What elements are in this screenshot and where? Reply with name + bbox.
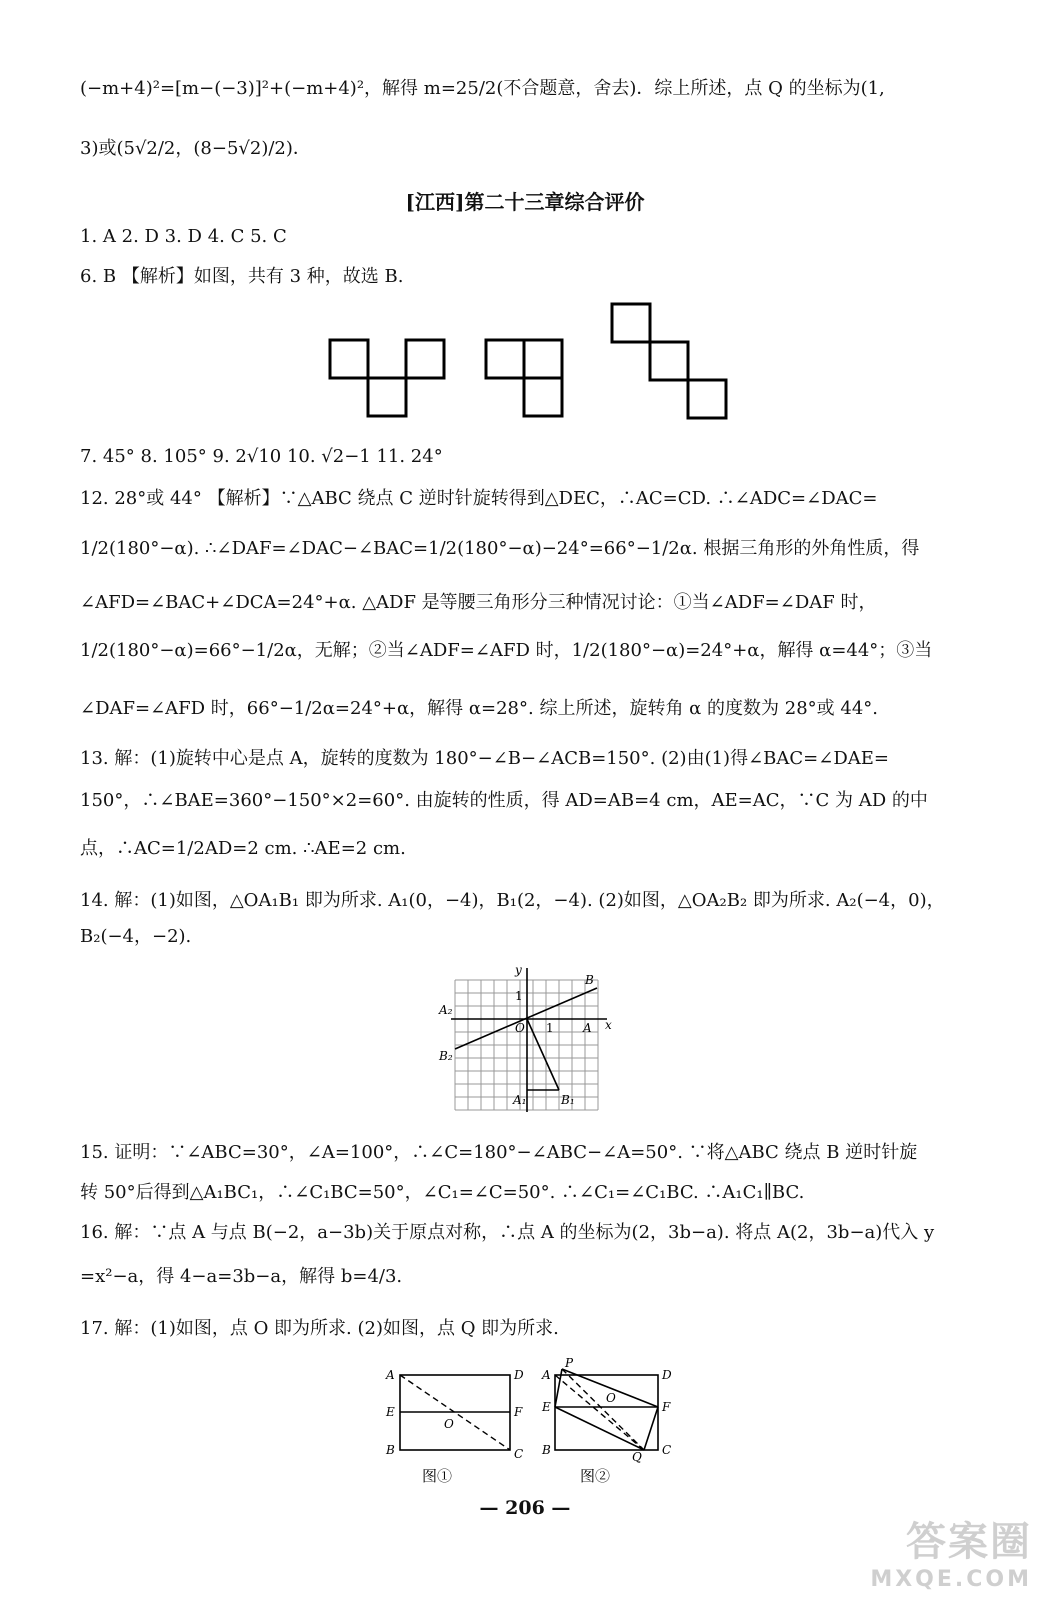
fig2-label-F: F [662,1400,671,1414]
text-line-14b: B₂(−4，−2). [80,926,192,947]
text-line-12c: ∠AFD=∠BAC+∠DCA=24°+α. △ADF 是等腰三角形分三种情况讨论：①当∠ADF=∠DAF 时， [80,592,877,613]
grid-label-A2: A₂ [439,1003,453,1017]
fig1-label-C: C [514,1447,524,1461]
page-number: — 206 — [479,1497,571,1519]
fig2-label-B: B [542,1443,551,1457]
fig1-label-E: E [386,1405,395,1419]
text-line-12b: 1/2(180°−α). ∴∠DAF=∠DAC−∠BAC=1/2(180°−α)−24°=66°−1/2α. 根据三角形的外角性质，得 [80,538,920,559]
section-title: [江西]第二十三章综合评价 [405,190,645,214]
fig2-label-O: O [606,1391,616,1405]
square-patterns-figure [320,300,740,425]
grid-label-x: x [605,1018,612,1032]
grid-label-B: B [585,973,594,987]
text-line-16a: 16. 解：∵点 A 与点 B(−2，a−3b)关于原点对称，∴点 A 的坐标为(2，3b−a). 将点 A(2，3b−a)代入 y [80,1222,935,1243]
fig2-label-E: E [542,1400,551,1414]
text-line-15b: 转 50°后得到△A₁BC₁，∴∠C₁BC=50°，∠C₁=∠C=50°. ∴∠C₁=∠C₁BC. ∴A₁C₁∥BC. [80,1182,805,1203]
answer-6: 6. B 【解析】如图，共有 3 种，故选 B. [80,266,404,287]
caption-fig2: 图② [580,1467,611,1485]
fig1-label-B: B [386,1443,395,1457]
text-line-12e: ∠DAF=∠AFD 时，66°−1/2α=24°+α，解得 α=28°. 综上所述，旋转角 α 的度数为 28°或 44°. [80,698,879,719]
rectangle-figures [380,1355,690,1495]
coordinate-grid-figure [435,960,615,1115]
grid-label-A: A [583,1021,592,1035]
fig2-label-Q: Q [632,1450,642,1464]
text-line-12d: 1/2(180°−α)=66°−1/2α，无解；②当∠ADF=∠AFD 时，1/2(180°−α)=24°+α，解得 α=44°；③当 [80,640,933,661]
text-line-12a: 12. 28°或 44° 【解析】∵△ABC 绕点 C 逆时针旋转得到△DEC，∴AC=CD. ∴∠ADC=∠DAC= [80,488,878,509]
answers-7-11: 7. 45° 8. 105° 9. 2√10 10. √2−1 11. 24° [80,446,443,467]
fig2-label-P: P [565,1356,574,1370]
grid-label-y: y [515,963,522,977]
answers-1-5: 1. A 2. D 3. D 4. C 5. C [80,226,287,247]
grid-label-O: O [515,1021,525,1035]
watermark-top: 答案圈 [906,1519,1032,1565]
text-line-15a: 15. 证明：∵∠ABC=30°，∠A=100°，∴∠C=180°−∠ABC−∠A=50°. ∵将△ABC 绕点 B 逆时针旋 [80,1142,918,1163]
watermark-bottom: MXQE.COM [870,1567,1032,1592]
watermark [870,1510,1032,1592]
grid-label-one-y: 1 [515,989,523,1003]
fig2-label-D: D [662,1368,672,1382]
text-line-14a: 14. 解：(1)如图，△OA₁B₁ 即为所求. A₁(0，−4)，B₁(2，−4). (2)如图，△OA₂B₂ 即为所求. A₂(−4，0)， [80,890,945,911]
fig1-label-D: D [514,1368,524,1382]
grid-label-B2: B₂ [439,1049,453,1063]
fig2-label-A: A [542,1368,551,1382]
fig1-label-F: F [514,1405,523,1419]
fig1-label-O: O [444,1417,454,1431]
text-line-17: 17. 解：(1)如图，点 O 即为所求. (2)如图，点 Q 即为所求. [80,1318,559,1339]
text-line-13b: 150°，∴∠BAE=360°−150°×2=60°. 由旋转的性质，得 AD=AB=4 cm，AE=AC，∵C 为 AD 的中 [80,790,928,811]
grid-label-one-x: 1 [546,1021,554,1035]
fig1-label-A: A [386,1368,395,1382]
text-line-1: (−m+4)²=[m−(−3)]²+(−m+4)²，解得 m=25/2(不合题意，舍去)．综上所述，点 Q 的坐标为(1, [80,78,885,99]
fig2-label-C: C [662,1443,672,1457]
grid-label-B1: B₁ [561,1093,575,1107]
caption-fig1: 图① [422,1467,453,1485]
text-line-2: 3)或(5√2/2，(8−5√2)/2)． [80,138,311,159]
grid-label-A1: A₁ [513,1093,527,1107]
text-line-13a: 13. 解：(1)旋转中心是点 A，旋转的度数为 180°−∠B−∠ACB=150°. (2)由(1)得∠BAC=∠DAE= [80,748,889,769]
text-line-13c: 点，∴AC=1/2AD=2 cm. ∴AE=2 cm. [80,838,406,859]
text-line-16b: =x²−a，得 4−a=3b−a，解得 b=4/3. [80,1266,403,1287]
